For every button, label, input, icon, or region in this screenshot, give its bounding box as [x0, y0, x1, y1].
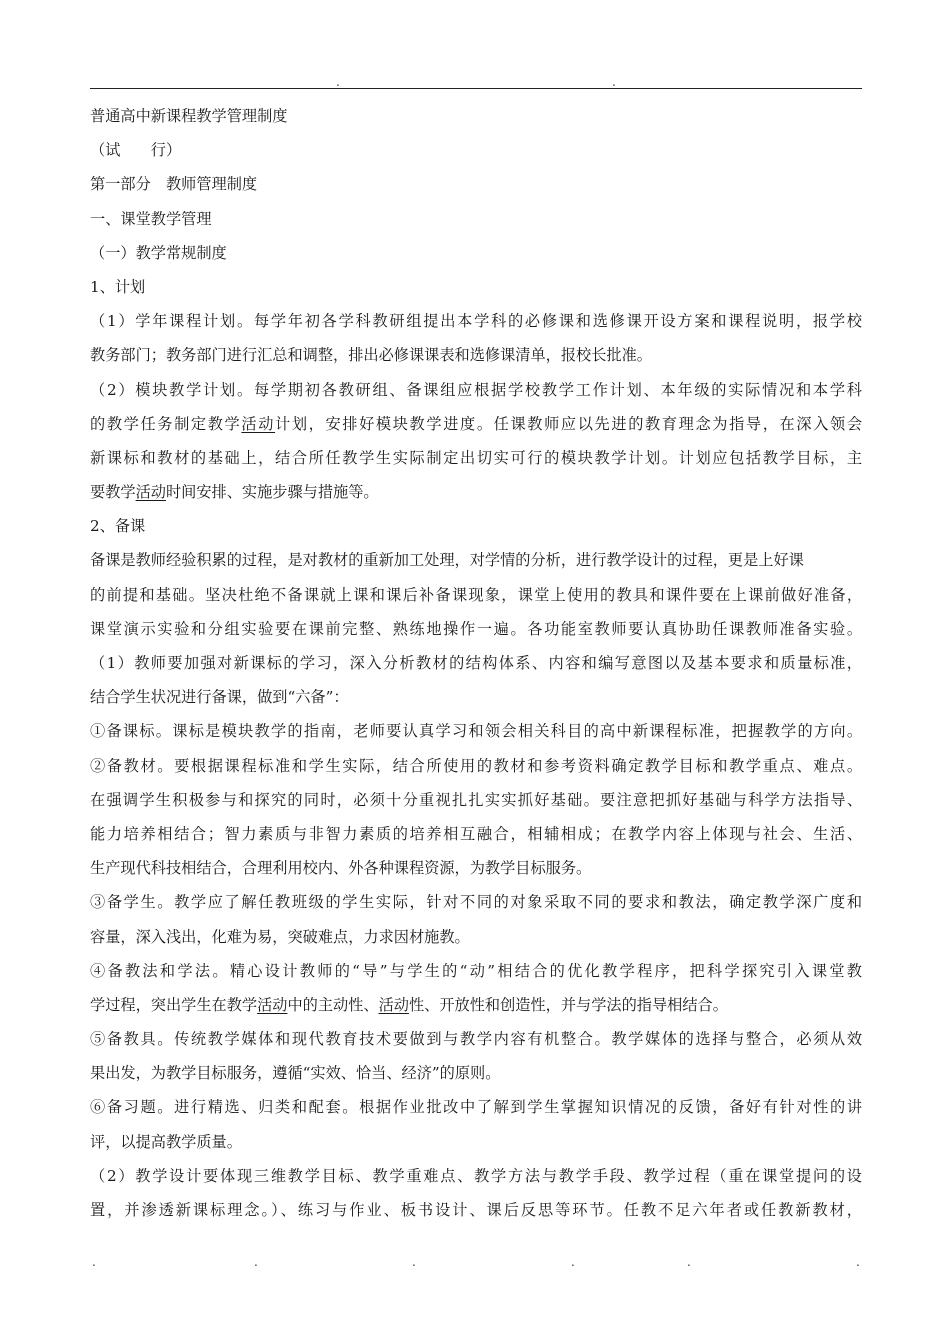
text-line: （2）模块教学计划。每学期初各教研组、备课组应根据学校教学工作计划、本年级的实际情况和本学科	[90, 380, 862, 399]
text-line: ②备教材。要根据课程标准和学生实际，结合所使用的教材和参考资料确定教学目标和教学重点、难点。	[90, 756, 862, 775]
text-line: ⑤备教具。传统教学媒体和现代教育技术要做到与教学内容有机整合。教学媒体的选择与整合，必须从效	[90, 1030, 862, 1049]
text-line: （试 行）	[90, 141, 182, 160]
text-line: 1、计划	[90, 277, 146, 296]
header-dot: .	[612, 75, 616, 89]
text-line: （1）学年课程计划。每学年初各学科教研组提出本学科的必修课和选修课开设方案和课程说明，报学校	[90, 312, 862, 331]
text-line: 果出发，为教学目标服务，遵循“实效、恰当、经济”的原则。	[90, 1064, 501, 1083]
text-line: 评，以提高教学质量。	[90, 1132, 242, 1151]
underlined-term: 活动	[257, 995, 288, 1014]
footer-dot: .	[856, 1255, 860, 1269]
text-line: 的前提和基础。坚决杜绝不备课就上课和课后补备课现象，课堂上使用的教具和课件要在上课前做好准备，	[90, 585, 862, 604]
text-line: ④备教法和学法。精心设计教师的“导”与学生的“动”相结合的优化教学程序，把科学探究引入课堂教	[90, 961, 862, 980]
text-line: 在强调学生积极参与和探究的同时，必须十分重视扎扎实实抓好基础。要注意把抓好基础与科学方法指导、	[90, 790, 862, 809]
text-line: （2）教学设计要体现三维教学目标、教学重难点、教学方法与教学手段、教学过程（重在课堂提问的设	[90, 1166, 862, 1185]
text-line: 2、备课	[90, 517, 146, 536]
text-line: ③备学生。教学应了解任教班级的学生实际，针对不同的对象采取不同的要求和教法，确定教学深广度和	[90, 893, 862, 912]
text-line: （一）教学常规制度	[90, 243, 227, 262]
text-segment: 时间安排、实施步骤与措施等。	[165, 483, 379, 502]
footer-dot: .	[92, 1255, 96, 1269]
text-line: 一、课堂教学管理	[90, 209, 212, 228]
text-segment: 要教学	[90, 483, 136, 502]
text-line: （1）教师要加强对新课标的学习，深入分析教材的结构体系、内容和编写意图以及基本要求和质量标准，	[90, 654, 862, 672]
footer-dot: .	[412, 1255, 416, 1269]
underlined-term: 活动	[378, 995, 409, 1014]
header-rule	[90, 88, 862, 89]
document-title: 普通高中新课程教学管理制度	[90, 107, 288, 125]
text-line	[90, 988, 862, 1022]
text-line: 课堂演示实验和分组实验要在课前完整、熟练地操作一遍。各功能室教师要认真协助任课教师准备实验。	[90, 619, 862, 638]
text-line	[90, 475, 862, 509]
underlined-term: 活动	[135, 483, 166, 502]
text-line: 新课标和教材的基础上，结合所任教学生实际制定出切实可行的模块教学计划。计划应包括教学目标，主	[90, 448, 862, 467]
text-line: 备课是教师经验积累的过程，是对教材的重新加工处理，对学情的分析，进行教学设计的过程，更是上好课	[90, 551, 804, 570]
text-line: 容量，深入浅出，化难为易，突破难点，力求因材施教。	[90, 927, 470, 946]
text-line	[90, 407, 862, 441]
text-segment: 计划，安排好模块教学进度。任课教师应以先进的教育理念为指导，在深入领会	[275, 414, 863, 433]
footer-dot: .	[571, 1255, 575, 1269]
text-line: 生产现代科技相结合，合理利用校内、外各种课程资源，为教学目标服务。	[90, 859, 592, 878]
text-line: 结合学生状况进行备课，做到“六备”：	[90, 688, 349, 707]
text-line: 第一部分 教师管理制度	[90, 175, 258, 194]
text-segment: 性、开放性和创造性，并与学法的指导相结合。	[408, 995, 728, 1014]
text-line: 教务部门；教务部门进行汇总和调整，排出必修课课表和选修课清单，报校长批准。	[90, 346, 652, 365]
text-segment: 学过程，突出学生在教学	[90, 995, 258, 1014]
text-line: ①备课标。课标是模块教学的指南，老师要认真学习和领会相关科目的高中新课程标准，把握教学的方向。	[90, 722, 862, 741]
text-line: 置，并渗透新课标理念。）、练习与作业、板书设计、课后反思等环节。任教不足六年者或任教新教材，	[90, 1201, 862, 1219]
text-line: 能力培养相结合；智力素质与非智力素质的培养相互融合，相辅相成；在教学内容上体现与社会、生活、	[90, 824, 862, 843]
text-segment: 中的主动性、	[287, 995, 379, 1014]
footer-dot: .	[687, 1255, 691, 1269]
footer-dot: .	[254, 1255, 258, 1269]
header-dot: .	[336, 75, 340, 89]
text-line: ⑥备习题。进行精选、归类和配套。根据作业批改中了解到学生掌握知识情况的反馈，备好有针对性的讲	[90, 1098, 862, 1117]
text-segment: 的教学任务制定教学	[90, 414, 242, 433]
underlined-term: 活动	[241, 414, 276, 433]
document-body	[90, 99, 862, 1227]
